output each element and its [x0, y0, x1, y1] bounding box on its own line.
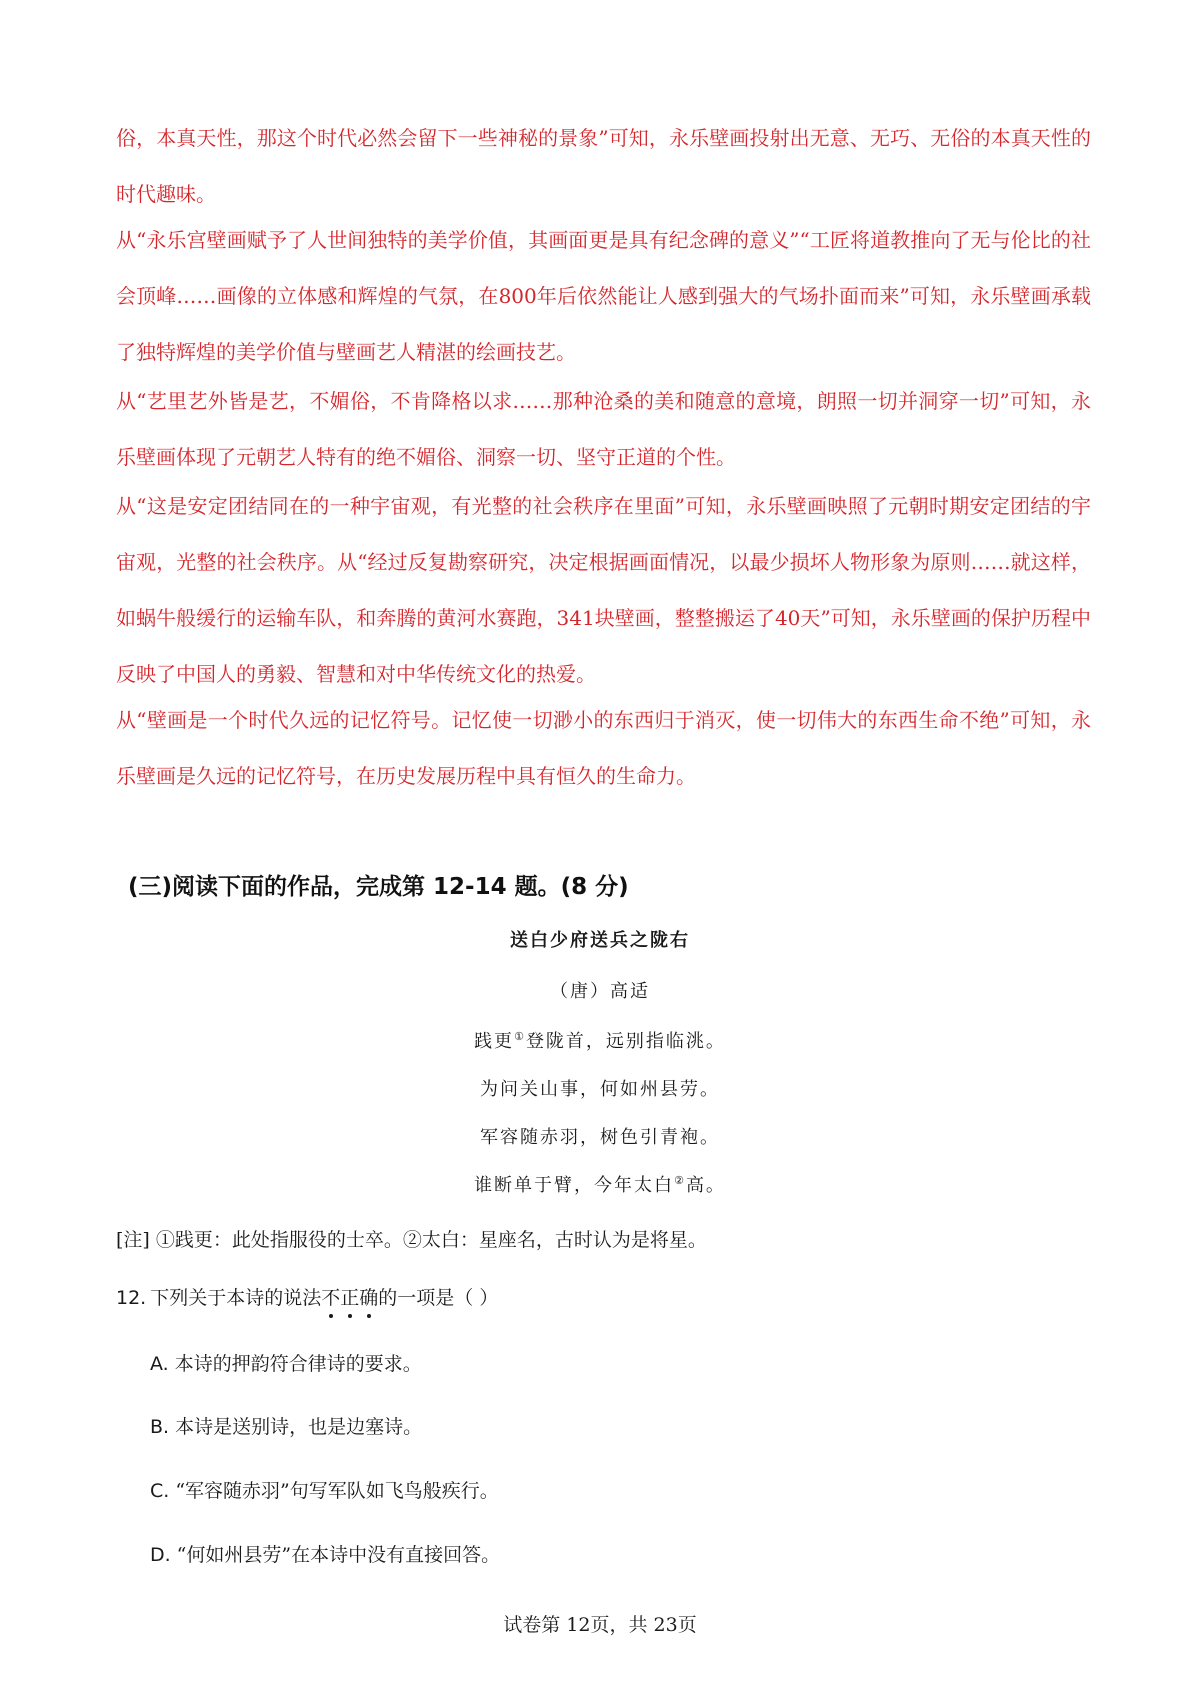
section-title: (三)阅读下面的作品，完成第 12-14 题。(8 分) — [128, 874, 629, 900]
poem-line-2: 为问关山事，何如州县劳。 — [480, 1079, 720, 1100]
page-footer: 试卷第 12页，共 23页 — [503, 1614, 697, 1636]
footnote-marker-2: ② — [674, 1174, 686, 1187]
option-d[interactable]: D. “何如州县劳”在本诗中没有直接回答。 — [150, 1544, 501, 1566]
option-a[interactable]: A. 本诗的押韵符合律诗的要求。 — [150, 1353, 422, 1375]
answer-paragraph-1: 俗，本真天性，那这个时代必然会留下一些神秘的景象”可知，永乐壁画投射出无意、无巧、无俗的本真天性的时代趣味。 — [116, 126, 1091, 206]
poem-author: （唐）高适 — [550, 981, 650, 1002]
answer-paragraph-5: 从“壁画是一个时代久远的记忆符号。记忆使一切渺小的东西归于消灭，使一切伟大的东西生命不绝”可知，永乐壁画是久远的记忆符号，在历史发展历程中具有恒久的生命力。 — [116, 708, 1091, 788]
emphasis-char: 确 — [359, 1287, 379, 1309]
emphasis-char: 正 — [340, 1287, 360, 1309]
answer-paragraph-4: 从“这是安定团结同在的一种宇宙观，有光整的社会秩序在里面”可知，永乐壁画映照了元朝时期安定团结的宇宙观，光整的社会秩序。从“经过反复勘察研究，决定根据画面情况，以最少损坏人物形象为原则……就这样，如蜗牛般缓行的运输车队，和奔腾的黄河水赛跑，341块壁画，整整搬运了40天”可知，永乐壁画的保护历程中反映了中国人的勇毅、智慧和对中华传统文化的热爱。 — [116, 494, 1091, 686]
poem-note: [注] ①践更：此处指服役的士卒。②太白：星座名，古时认为是将星。 — [116, 1229, 707, 1251]
poem-line-1: 践更①登陇首，远别指临洮。 — [474, 1030, 726, 1052]
question-number: 12. — [116, 1287, 147, 1309]
answer-paragraph-3: 从“艺里艺外皆是艺，不媚俗，不肯降格以求……那种沧桑的美和随意的意境，朗照一切并洞穿一切”可知，永乐壁画体现了元朝艺人特有的绝不媚俗、洞察一切、坚守正道的个性。 — [116, 389, 1091, 469]
answer-paragraph-2: 从“永乐宫壁画赋予了人世间独特的美学价值，其画面更是具有纪念碑的意义”“工匠将道教推向了无与伦比的社会顶峰……画像的立体感和辉煌的气氛，在800年后依然能让人感到强大的气场扑面而来”可知，永乐壁画承载了独特辉煌的美学价值与壁画艺人精湛的绘画技艺。 — [116, 228, 1091, 364]
poem-title: 送白少府送兵之陇右 — [510, 930, 690, 951]
option-b[interactable]: B. 本诗是送别诗，也是边塞诗。 — [150, 1416, 423, 1438]
poem-line-4: 谁断单于臂，今年太白②高。 — [474, 1174, 726, 1196]
question-12: 12. 下列关于本诗的说法不正确的一项是（ ） — [116, 1287, 499, 1309]
emphasis-char: 不 — [321, 1287, 341, 1309]
footnote-marker-1: ① — [514, 1030, 526, 1043]
option-c[interactable]: C. “军容随赤羽”句写军队如飞鸟般疾行。 — [150, 1480, 499, 1502]
poem-line-3: 军容随赤羽，树色引青袍。 — [480, 1127, 720, 1148]
